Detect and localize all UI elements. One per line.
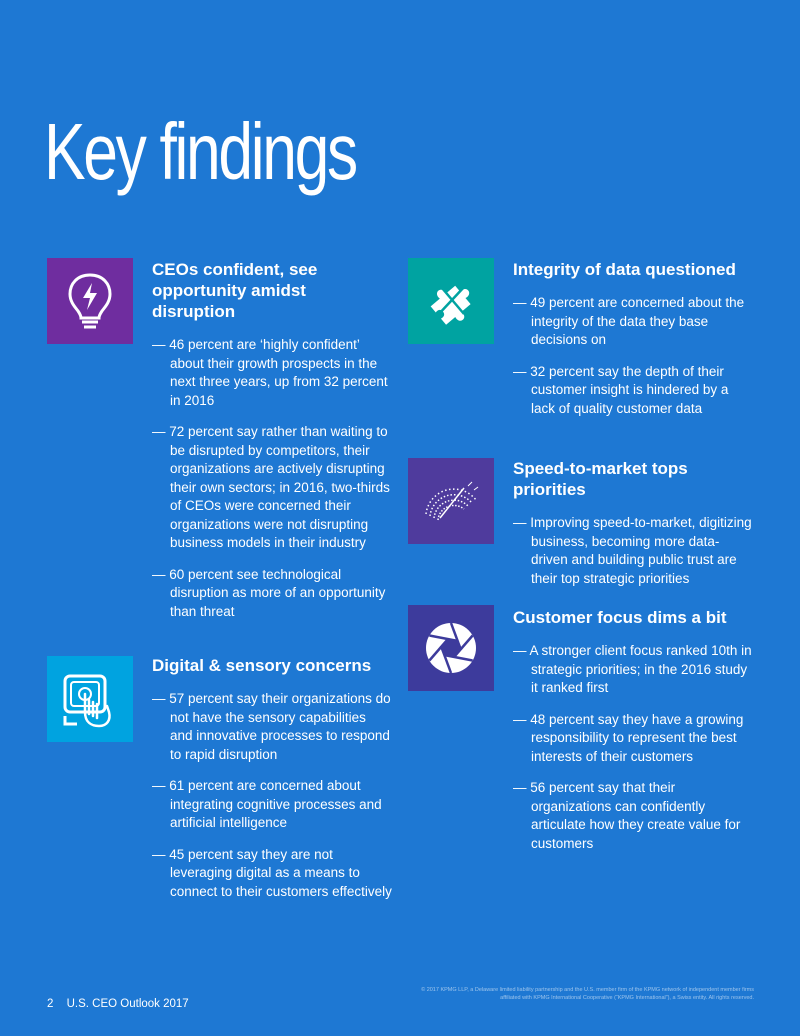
section-heading: CEOs confident, see opportunity amidst disruption xyxy=(152,260,318,321)
section-customer-focus xyxy=(513,607,753,866)
section-heading: Integrity of data questioned xyxy=(513,260,736,279)
section-icon-tile xyxy=(47,258,133,344)
section-digital-sensory xyxy=(152,655,392,914)
page-title: Key findings xyxy=(44,107,356,196)
section-bullet: — 45 percent say they are not leveraging digital as a means to connect to their customers effectively xyxy=(152,846,392,899)
publication-title: U.S. CEO Outlook 2017 xyxy=(66,998,189,1010)
section-icon-tile xyxy=(408,605,494,691)
section-bullet: — 72 percent say rather than waiting to be disrupted by competitors, their organizations are actively disrupting their own sectors; in 2016, two-thirds of CEOs were concerned their organizations were not disrupting business models in their industry xyxy=(152,424,390,550)
page-footer xyxy=(47,998,189,1010)
section-icon-tile xyxy=(408,458,494,544)
section-data-integrity xyxy=(513,259,753,431)
puzzle-icon xyxy=(420,270,482,332)
section-bullet: — 32 percent say the depth of their customer insight is hindered by a lack of quality customer data xyxy=(513,363,729,416)
section-bullet: — 48 percent say they have a growing responsibility to represent the best interests of their customers xyxy=(513,711,744,764)
section-heading: Digital & sensory concerns xyxy=(152,656,372,675)
copyright-notice: © 2017 KPMG LLP, a Delaware limited liability partnership and the U.S. member firm of the KPMG network of independent member firms affiliated with KPMG International Cooperative (“KPMG International”), a Swiss entity. All rights reserved. xyxy=(421,987,754,1001)
section-bullet: — 49 percent are concerned about the integrity of the data they base decisions on xyxy=(513,295,745,347)
page-number: 2 xyxy=(47,998,54,1010)
aperture-icon xyxy=(420,617,482,679)
section-bullet: — 61 percent are concerned about integrating cognitive processes and artificial intelligence xyxy=(152,778,382,830)
lightbulb-icon xyxy=(59,270,121,332)
section-icon-tile xyxy=(47,656,133,742)
section-ceos-confident xyxy=(152,259,392,634)
section-bullet: — 57 percent say their organizations do not have the sensory capabilities and innovative processes to respond to rapid disruption xyxy=(152,691,391,762)
section-speed-to-market xyxy=(513,458,753,601)
section-bullet: — 56 percent say that their organizations can confidently articulate how they create value for customers xyxy=(513,780,741,851)
speedometer-icon xyxy=(420,470,482,532)
section-bullet: — 60 percent see technological disruption as more of an opportunity than threat xyxy=(152,566,386,619)
section-bullet: — Improving speed-to-market, digitizing business, becoming more data-driven and building public trust are their top strategic priorities xyxy=(513,515,752,586)
section-bullet: — A stronger client focus ranked 10th in strategic priorities; in the 2016 study it ranked first xyxy=(513,643,752,695)
section-icon-tile xyxy=(408,258,494,344)
section-heading: Customer focus dims a bit xyxy=(513,608,727,627)
section-heading: Speed-to-market tops priorities xyxy=(513,459,688,499)
touchscreen-hand-icon xyxy=(59,668,121,730)
section-bullet: — 46 percent are ‘highly confident’ about their growth prospects in the next three years, up from 32 percent in 2016 xyxy=(152,337,388,408)
